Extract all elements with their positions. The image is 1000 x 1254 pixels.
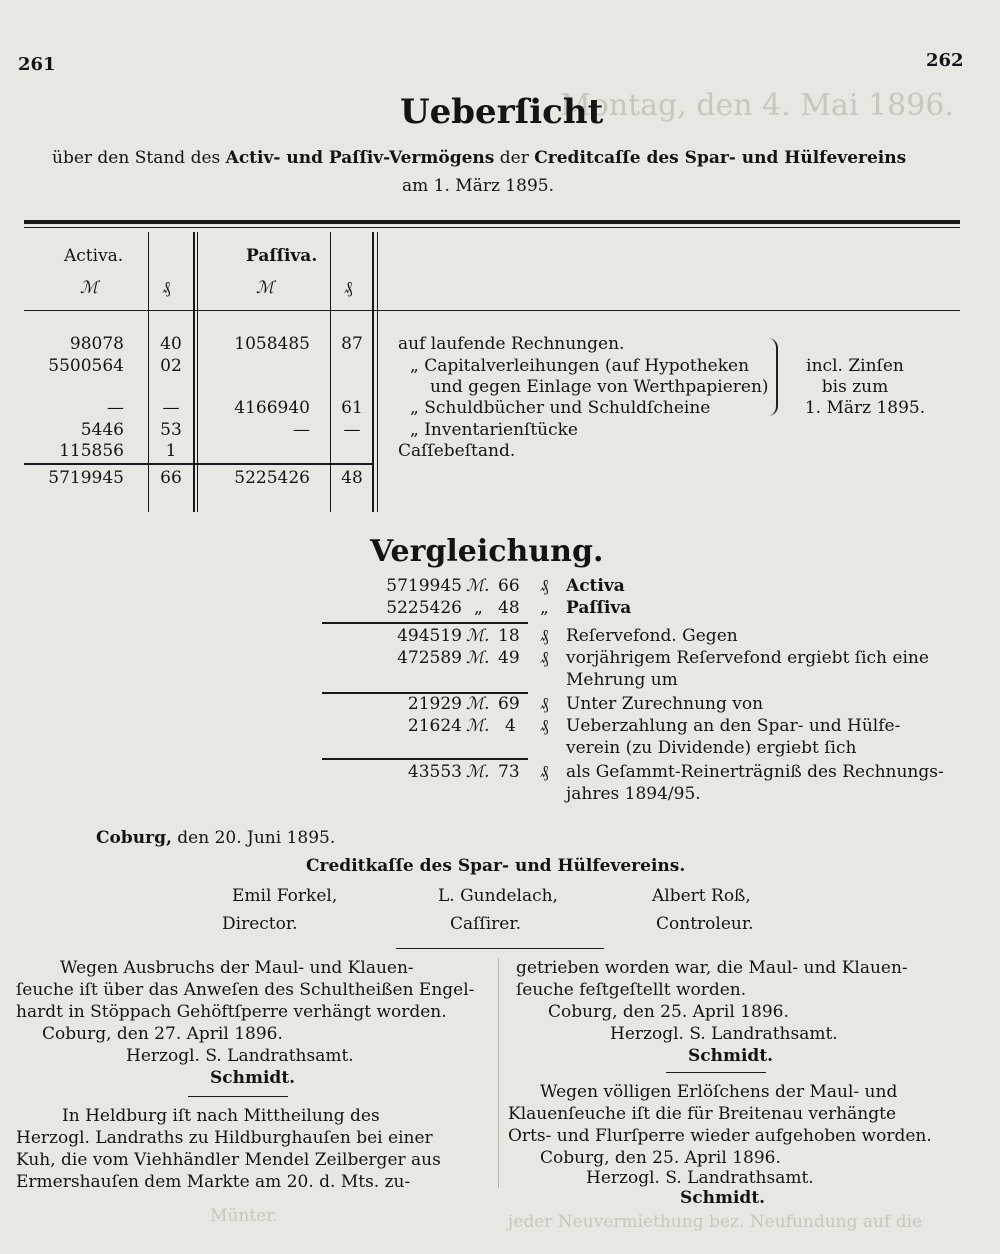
page-title: Ueberſicht [400,92,604,132]
notice-line: Wegen völligen Erlöſchens der Maul- und [540,1082,898,1102]
signatory-role: Director. [222,914,298,934]
activa-mark: — [107,398,124,418]
comparison-amount: 494519 [397,626,462,646]
notice-line: Schmidt. [680,1188,766,1208]
comparison-text: verein (zu Dividende) ergiebt ſich [566,738,857,758]
passiva-mark: 1058485 [234,334,310,354]
notice-line: Schmidt. [688,1046,774,1066]
subtitle-emphasis: Activ- und Paſſiv-Vermögens [225,148,495,168]
notice-line: Wegen Ausbruchs der Maul- und Klauen- [60,958,414,978]
column-rule [372,232,374,512]
passiva-pf: 87 [341,334,363,354]
comparison-amount: 5225426 [386,598,462,618]
notice-line: Coburg, den 27. April 1896. [42,1024,283,1044]
subtitle-date: am 1. März 1895. [402,176,554,196]
column-rule [330,232,331,512]
comparison-text: Reſervefond. Gegen [566,626,738,646]
signatory-role: Controleur. [656,914,754,934]
total-passiva-mark: 5225426 [234,468,310,488]
comparison-pf-unit: ₰ [540,626,549,646]
signature-place: Coburg, [96,828,172,848]
notice-line: ſeuche feſtgeſtellt worden. [516,980,747,1000]
column-header-passiva: Paſſiva. [246,246,318,266]
notice-line: Schmidt. [210,1068,296,1088]
notice-line: In Heldburg iſt nach Mittheilung des [62,1106,380,1126]
side-note-line: bis zum [821,377,889,397]
row-description: auf laufende Rechnungen. [398,334,625,354]
activa-mark: 5446 [80,420,124,440]
comparison-text: Activa [566,576,625,596]
total-passiva-pf: 48 [341,468,363,488]
comparison-pf-unit: ₰ [540,762,549,782]
comparison-pf-unit: ₰ [540,694,549,714]
comparison-pf: 69 [498,694,520,714]
comparison-pf-unit: ₰ [540,716,549,736]
comparison-pf: 18 [498,626,520,646]
subtitle-emphasis: Creditcaſſe des Spar- und Hülfevereins [534,148,907,168]
column-header-activa: Activa. [64,246,124,266]
column-rule [148,232,149,512]
comparison-unit: ℳ. [466,576,490,596]
comparison-amount: 43553 [407,762,462,782]
comparison-pf-unit: ₰ [540,576,549,596]
activa-mark: 115856 [59,441,124,461]
comparison-amount: 21929 [407,694,462,714]
comparison-pf: 4 [505,716,516,736]
comparison-text: vorjährigem Reſervefond ergiebt ſich eine [566,648,929,668]
row-description: „ Schuldbücher und Schuldſcheine [410,398,711,418]
comparison-amount: 21624 [407,716,462,736]
activa-pf: 40 [160,334,182,354]
table-top-rule-thick [24,220,960,224]
unit-pf-passiva: ₰ [344,278,353,298]
comparison-text: jahres 1894/95. [566,784,701,804]
activa-pf: 53 [160,420,182,440]
unit-mark-activa: ℳ [80,278,99,298]
notice-line: getrieben worden war, die Maul- und Klauen- [516,958,908,978]
unit-mark-passiva: ℳ [256,278,275,298]
notice-line: Orts- und Flurſperre wieder aufgehoben worden. [508,1126,932,1146]
comparison-rule [322,758,528,760]
comparison-unit: ℳ. [466,626,490,646]
page-number-left: 261 [18,54,56,75]
signatory-role: Caſſirer. [450,914,522,934]
bleed-through-text: Münter. [210,1206,278,1226]
activa-mark: 98078 [69,334,124,354]
passiva-pf: 61 [341,398,363,418]
comparison-pf: 48 [498,598,520,618]
notice-line: Herzogl. S. Landrathsamt. [586,1168,814,1188]
table-header-rule [24,310,960,311]
comparison-rule [322,622,528,624]
signature-date: den 20. Juni 1895. [171,828,336,848]
signatory-name: Albert Roß, [652,886,751,906]
comparison-text: als Geſammt-Reinerträgniß des Rechnungs- [566,762,944,782]
activa-mark: 5500564 [48,356,124,376]
comparison-pf: 66 [498,576,520,596]
row-description: „ Capitalverleihungen (auf Hypotheken [410,356,750,376]
page-number-right: 262 [926,50,964,71]
comparison-pf-unit: ₰ [540,648,549,668]
subtitle [52,148,906,168]
notice-line: Kuh, die vom Viehhändler Mendel Zeilberger aus [16,1150,441,1170]
column-rule [193,232,195,512]
passiva-pf: — [343,420,361,440]
comparison-unit: ℳ. [466,716,490,736]
section-separator [396,948,604,949]
side-note-line: incl. Zinſen [806,356,904,376]
section-separator [666,1072,766,1073]
row-description: und gegen Einlage von Werthpapieren) [430,377,769,397]
comparison-amount: 472589 [397,648,462,668]
signature-organization: Creditkaſſe des Spar- und Hülfevereins. [306,856,686,876]
signatory-name: Emil Forkel, [232,886,338,906]
comparison-unit: ℳ. [466,694,490,714]
passiva-mark: — [293,420,310,440]
comparison-text: Unter Zurechnung von [566,694,764,714]
comparison-unit: ℳ. [466,762,490,782]
column-divider [498,958,499,1188]
comparison-unit: „ [474,598,483,618]
section-separator [188,1096,288,1097]
subtitle-part: über den Stand des [52,148,226,168]
notice-line: Herzogl. S. Landrathsamt. [610,1024,838,1044]
notice-line: hardt in Stöppach Gehöftſperre verhängt worden. [16,1002,447,1022]
notice-line: Herzogl. S. Landrathsamt. [126,1046,354,1066]
comparison-pf-unit: „ [540,598,549,618]
bleed-through-text: Montag, den 4. Mai 1896. [560,88,954,123]
brace-bracket [768,338,778,416]
notice-line: Ermershauſen dem Markte am 20. d. Mts. zu- [16,1172,411,1192]
subtitle-part: der [494,148,535,168]
row-description: „ Inventarienſtücke [410,420,578,440]
table-top-rule-thin [24,227,960,228]
bleed-through-text: jeder Neuvermiethung bez. Neufundung auf die [508,1212,923,1232]
comparison-pf: 49 [498,648,520,668]
notice-line: Klauenſeuche iſt die für Breitenau verhängte [508,1104,897,1124]
notice-line: Coburg, den 25. April 1896. [548,1002,789,1022]
comparison-text: Mehrung um [566,670,678,690]
passiva-mark: 4166940 [234,398,310,418]
column-rule [377,232,378,512]
comparison-text: Ueberzahlung an den Spar- und Hülfe- [566,716,901,736]
signatory-name: L. Gundelach, [438,886,558,906]
activa-pf: — [162,398,180,418]
notice-line: Coburg, den 25. April 1896. [540,1148,781,1168]
notice-line: ſeuche iſt über das Anweſen des Schultheißen Engel- [16,980,475,1000]
comparison-pf: 73 [498,762,520,782]
activa-pf: 02 [160,356,182,376]
notice-line: Herzogl. Landraths zu Hildburghauſen bei einer [16,1128,433,1148]
row-description: Caſſebeſtand. [398,441,516,461]
comparison-text: Paſſiva [566,598,632,618]
comparison-title: Vergleichung. [370,534,604,569]
comparison-unit: ℳ. [466,648,490,668]
activa-pf: 1 [165,441,177,461]
side-note-line: 1. März 1895. [804,398,926,418]
total-activa-mark: 5719945 [48,468,124,488]
unit-pf-activa: ₰ [162,278,171,298]
total-activa-pf: 66 [160,468,182,488]
comparison-amount: 5719945 [386,576,462,596]
column-rule [197,232,198,512]
signature-dateline [96,828,335,848]
table-sum-rule [24,463,374,465]
